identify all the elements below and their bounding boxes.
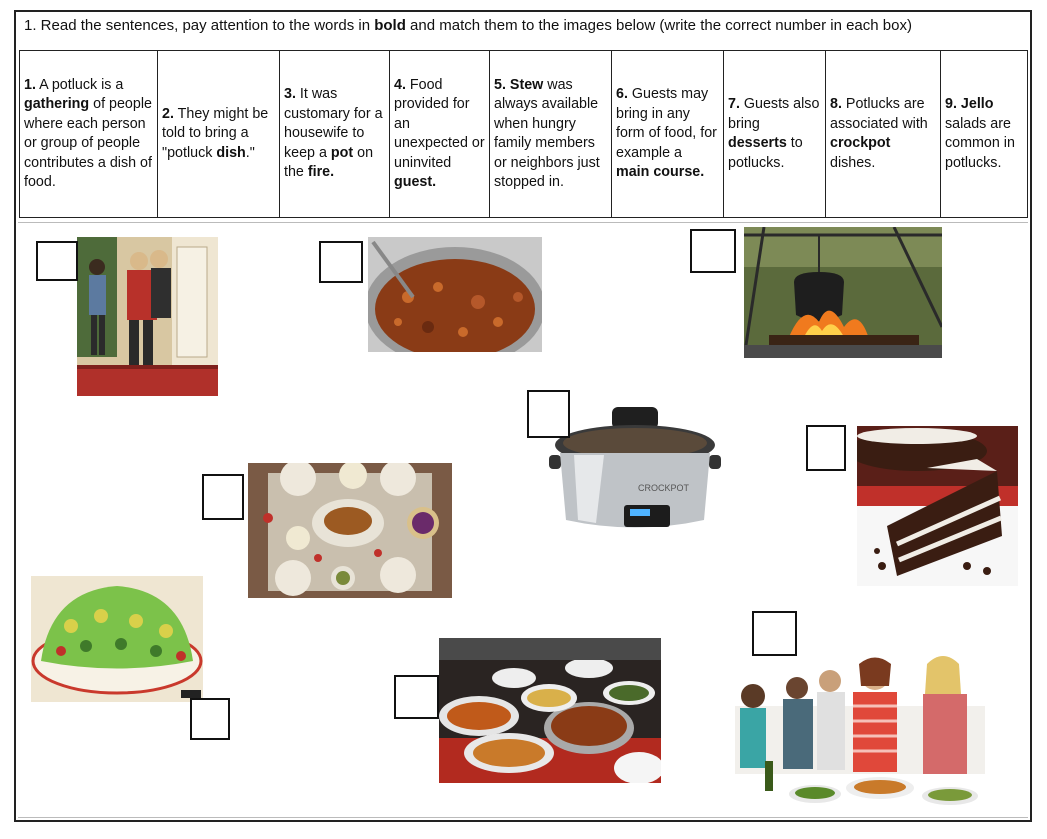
sentence-text: ." — [245, 144, 255, 161]
sentence-cell-6 — [612, 51, 724, 218]
sentence-text: on the — [284, 144, 374, 181]
bold-keyword: Jello — [960, 96, 994, 112]
sentence-text: A potluck is a — [35, 76, 124, 93]
sentence-number: 5. — [494, 76, 506, 93]
sentence-text: of people where each person or group of people contributes a dish of food. — [24, 96, 152, 190]
pot-over-fire-image — [744, 227, 942, 358]
sentence-number: 1. — [24, 76, 36, 93]
sentence-text: Guests may bring in any form of food, for example a — [616, 86, 717, 161]
answer-box[interactable] — [190, 698, 230, 740]
bold-keyword: dish — [216, 144, 246, 161]
sentence-number: 3. — [284, 86, 296, 103]
buffet-dishes-image — [439, 638, 661, 783]
bold-keyword: fire. — [307, 164, 335, 181]
sentence-cell-7 — [724, 51, 826, 218]
sentence-number: 4. — [394, 76, 406, 93]
sentence-text: Guests also bring — [728, 96, 820, 132]
friends-gathering-image — [735, 646, 985, 810]
sentence-cell-4 — [390, 51, 490, 218]
bold-keyword: gathering — [24, 96, 90, 112]
crockpot-image — [544, 405, 726, 537]
bold-keyword: desserts — [728, 135, 787, 151]
bold-keyword: crockpot — [830, 135, 891, 151]
sentence-cell-3 — [280, 51, 390, 218]
answer-box[interactable] — [394, 675, 439, 719]
sentence-number: 7. — [728, 96, 740, 112]
instructions — [24, 17, 912, 34]
sentence-text: Potlucks are associated with — [830, 96, 928, 132]
answer-box[interactable] — [36, 241, 78, 281]
divider — [18, 222, 1028, 223]
sentence-cell-5 — [490, 51, 612, 218]
bold-keyword: Stew — [509, 76, 544, 93]
sentence-text: dishes. — [830, 154, 876, 171]
instructions-text-end: and match them to the images below (write the correct number in each box) — [405, 17, 912, 34]
guests-hugging-image — [77, 237, 218, 396]
sentence-cell-1 — [20, 51, 158, 218]
divider — [18, 817, 1028, 818]
sentence-cell-9 — [941, 51, 1028, 218]
sentence-cell-8 — [826, 51, 941, 218]
answer-box[interactable] — [806, 425, 846, 471]
sentence-text: salads are common in potlucks. — [945, 115, 1015, 171]
sentence-text: was always available when hungry family members or neighbors just stopped in. — [494, 76, 600, 190]
stew-pot-image — [368, 237, 542, 352]
sentence-number: 6. — [616, 86, 628, 103]
jello-salad-image — [31, 576, 203, 702]
bold-keyword: pot — [330, 144, 354, 161]
instructions-text: 1. Read the sentences, pay attention to the words in — [24, 17, 375, 34]
answer-box[interactable] — [527, 390, 570, 438]
answer-box[interactable] — [690, 229, 736, 273]
answer-box[interactable] — [319, 241, 363, 283]
chocolate-cake-image — [857, 426, 1018, 586]
answer-box[interactable] — [202, 474, 244, 520]
sentence-text: Food provided for an unexpected or uninvited — [394, 76, 485, 171]
crockpot-brand: CROCKPOT — [638, 483, 690, 493]
sentence-number: 2. — [162, 105, 174, 122]
bold-keyword: guest. — [394, 174, 437, 190]
sentences-table — [19, 50, 1028, 218]
sentence-cell-2 — [158, 51, 280, 218]
sentence-number: 8. — [830, 96, 842, 112]
sentence-text: to potlucks. — [728, 135, 803, 171]
answer-box[interactable] — [752, 611, 797, 656]
instructions-bold: bold — [374, 17, 406, 34]
sentence-text: It was customary for a housewife to keep a — [284, 86, 383, 161]
main-course-table-image — [248, 463, 452, 598]
bold-keyword: main course. — [616, 164, 705, 181]
sentence-text: They might be told to bring a "potluck — [162, 105, 269, 161]
sentence-number: 9. — [945, 96, 957, 112]
